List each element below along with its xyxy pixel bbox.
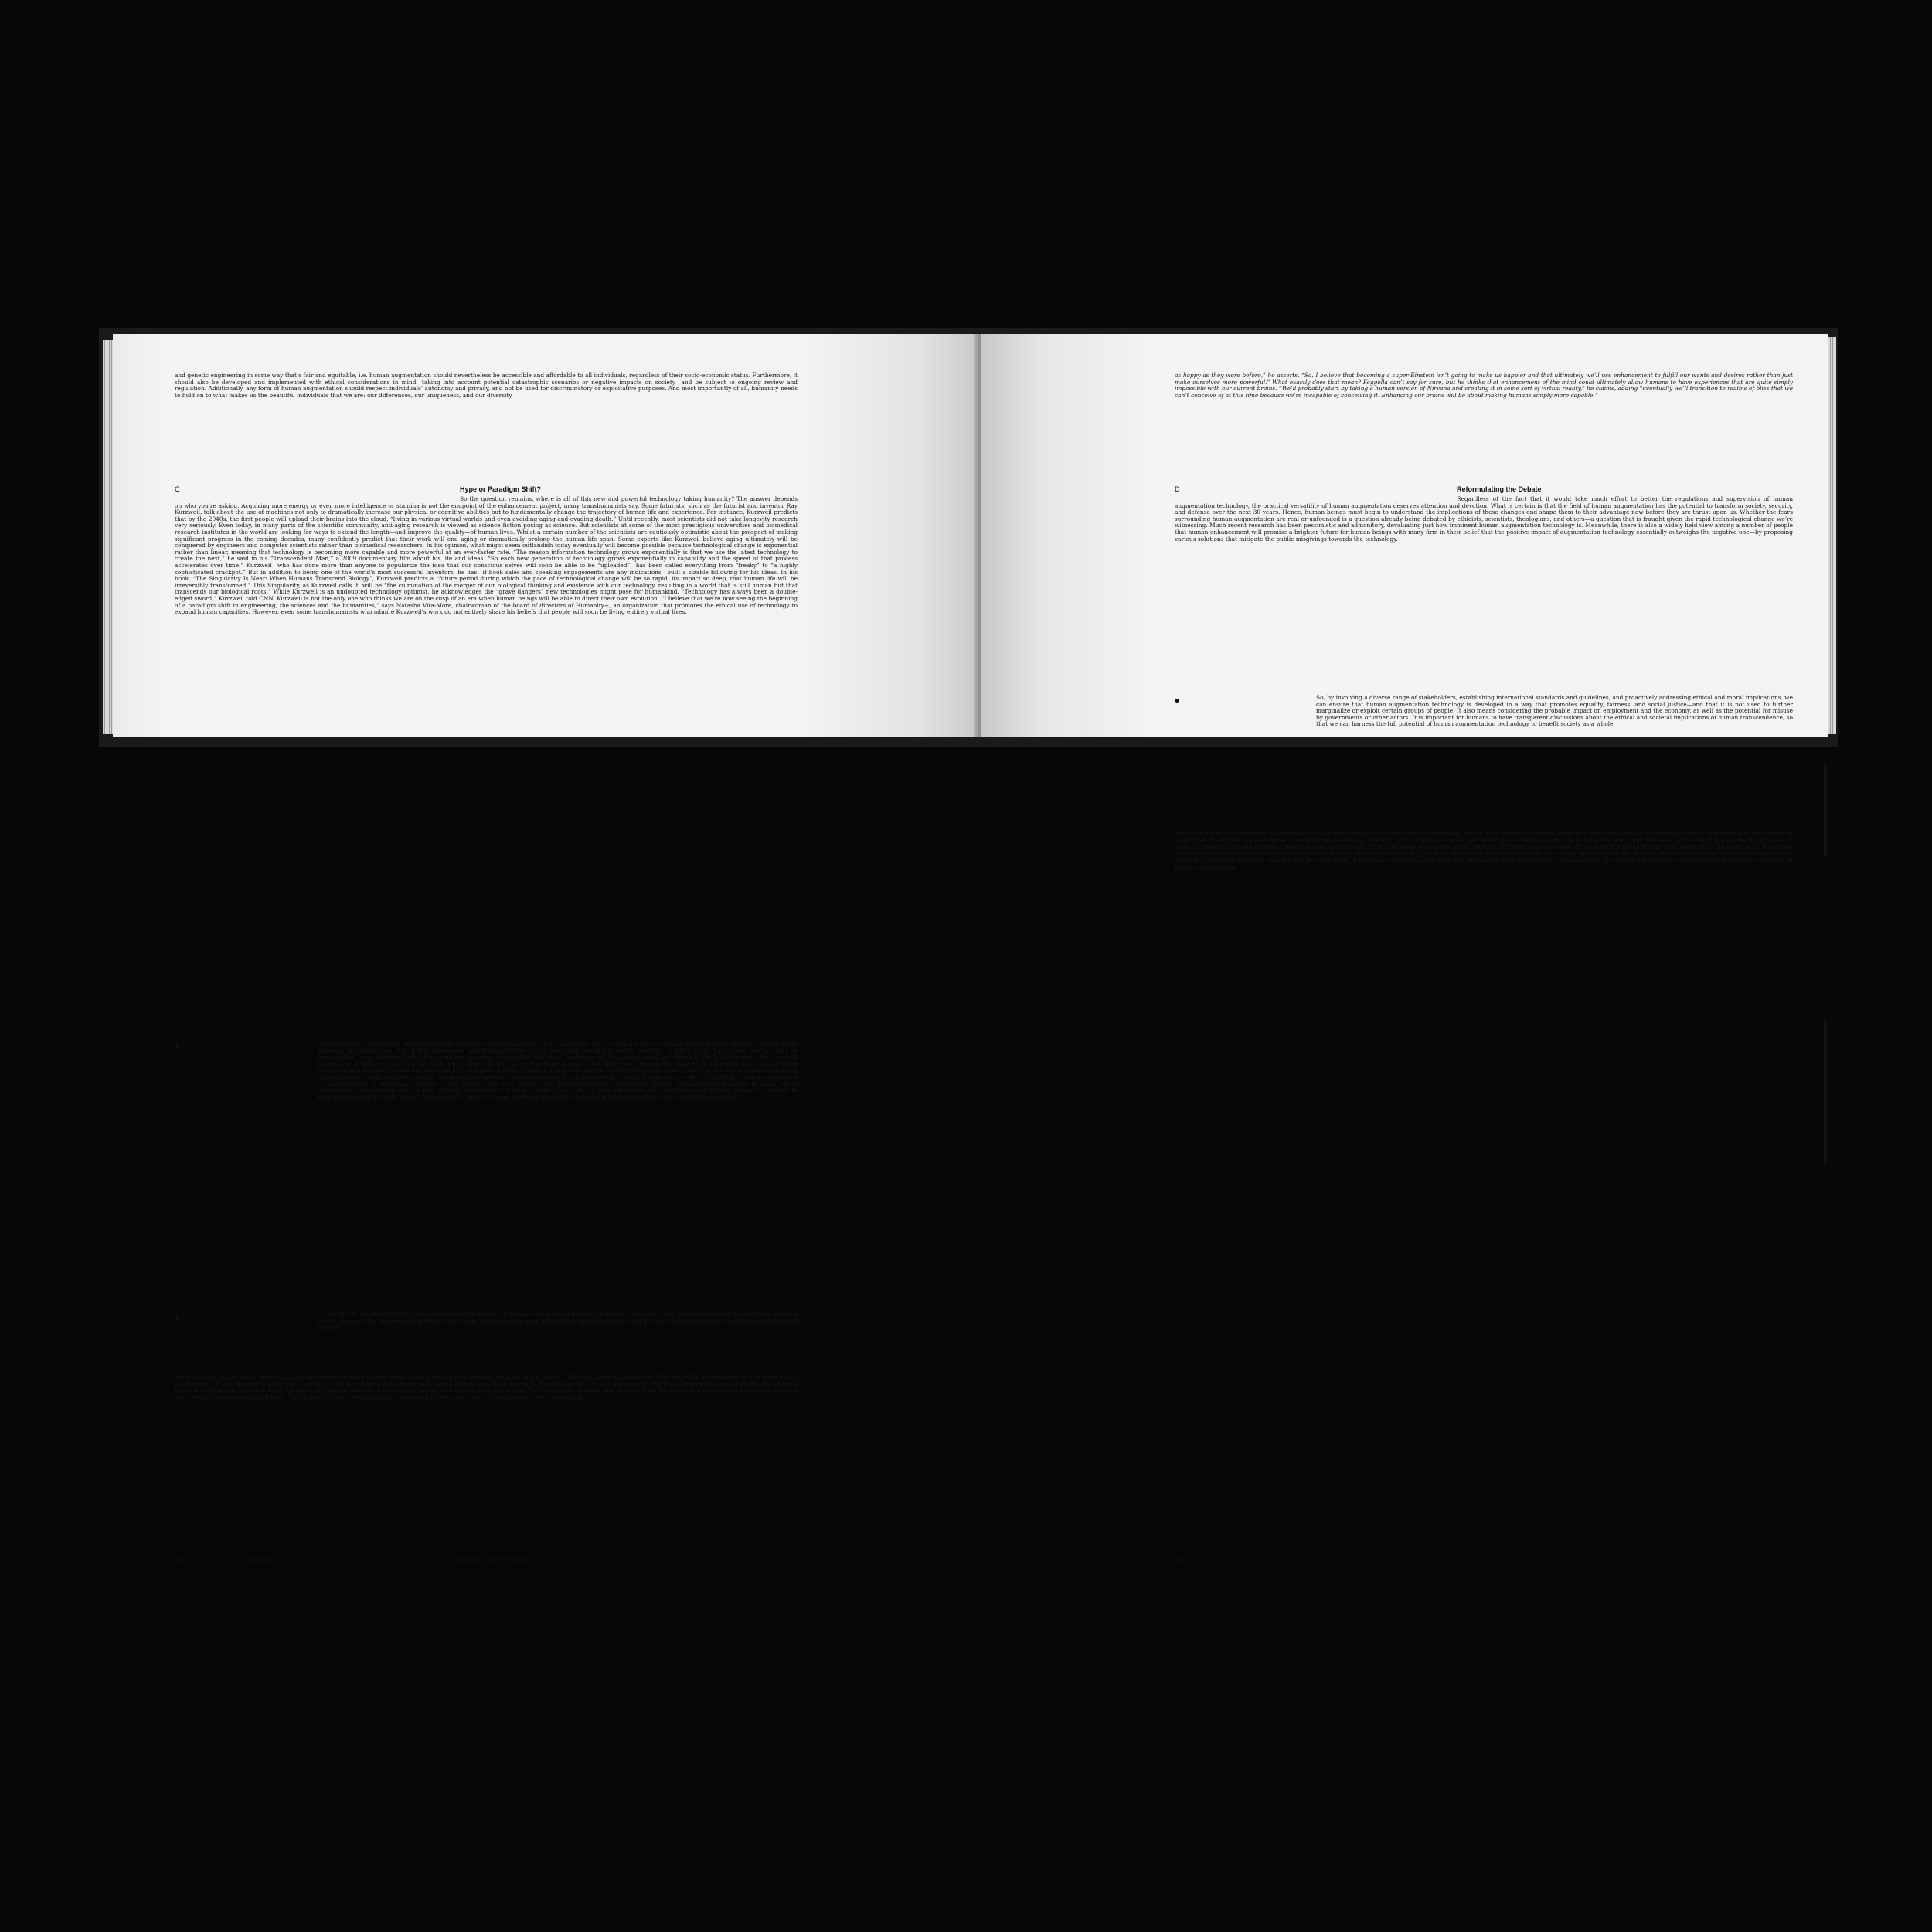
- right-intro-paragraph: as happy as they were before,” he asserts. “So, I believe that becoming a super-Einstein isn’t going to make us happier and that ultimately we’ll use enhancement to fulfill our wants and desires rather than just make ourselves more powerful.” What exactly does that mean? Faggella can’t say for sure, but he thinks that enhancement of the mind could ultimately allow humans to have experiences that are quite simply impossible with our current brains. “We’ll probably start by taking a human version of Nirvana and creating it in some sort of virtual reality,” he claims, adding “eventually we’ll transition to realms of bliss that we can’t conceive of at this time because we’re incapable of conceiving it. Enhancing our brains will be about making humans simply more capable.”: [1175, 372, 1793, 399]
- left-body-paragraph-2: Others believe that Kurzweil, while offering detailed technical explanations for his assertions, fails to examine how our social, political, even religious systems might influence his predictions, e.g. a few unforeseen wolrd catastrophes could potentially derail his entire timeline. “I don’t share Ray’s view that we will be disembodied,” says Vita-More, who along with her husband, philosopher Max More, helped found the transhumanist movement in the United States. “We… we will always have a body, even though that body will change.” In the future, Vita-More predicts, that bodies will be radically changed by biological and machine-based enhancements, but our fundamental sensorial life—that part of us that touches, hears and sees the world—will remain intact. However, she also envisions something she calls a whole-body prosthetic, which, along with our uploaded consciousness, will act as a backup or copy of us in case we die. “This will be a way to ensure our personal survival if something happens to our bodies,” she says. Others, like Boston University’s bioethicist George Annas, believe Kurzweil is wrong about technological development and say talk of exotic enhancement is largely hype. “Based on our past experience, we know that most of these things are unlikely to happen in the next 30 or 40 years,” Annas says. He points to many confident predictions in the past thirty years that turned out to be unfounded.: [317, 1040, 798, 1100]
- bullet-marker: [175, 1316, 179, 1321]
- section-letter-d: D: [1175, 485, 1180, 493]
- left-body-paragraph-3: “In the 1970s, we thought that by now there would be millions of people with artificial hearts,” he asserts. Nowadays, only a small number of patients have artificial hearts, however, the experimental portable devices are used as a temporary bridge, to keep patients alive until potential donor hearts are found for heart transplant surgery.: [317, 1311, 798, 1332]
- right-body-paragraph-3: The following report delves into the complex debate surrounding human augmentation technology, with a great deal of discussion being dedicated to the arising ethical implications. By providing a comprehensive analysis of the current state of human augmentation technology, it aims to inform policy decisions and foster public discussion on this multifaceted and important issue. Additionally, it explores the prospect of using technology to fundamentally enhance human performance from a religious standpoint. First, though, the report explains some of the scientific developments that might form the basis of an impending enhancement revolution that may radically transform every facet of our lives. By providing definitions in accordance with the current knowledge of the domain, the basic categories of human augmentation technology and their profound meaning will be introduced. In conclusion, by integrating data and information from literature of various aspects, the report will also examine the potential future perspectives of human augmentation.: [1175, 830, 1793, 870]
- right-body-paragraph-1: Regardless of the fact that it would take much effort to better the regulations and supervision of human augmentation technology, the practical versatility of human augmentation deserves attention and devotion. What is certain is that the field of human augmentation has the potential to transform society, security, and defense over the next 30 years. Hence, human beings must begin to understand the implications of these changes and shape them to their advantage now before they are thrust upon us. Whether the fears surrounding human augmentation are real or unfounded is a question already being debated by ethicists, scientists, theologians, and others—a question that is fraught given the rapid technological change we’re witnessing. Much recent research has been pessimistic and admonitory, devaluating just how imminent human augmentation technology is. Meanwhile, there is also a widely held view among a number of people that human enhancement will promise a brighter future for human beings with many firm in their belief that the positive impact of augmentation technology essentially outweighs the negative one—by proposing various solutions that mitigate the public misgivings towards the technology.: [1175, 495, 1793, 543]
- running-title: Towards a New Paradigm: [454, 1556, 534, 1563]
- edge-mark: [1824, 1020, 1827, 1164]
- right-page-number: 15: [1175, 1556, 1183, 1563]
- chapter-label: Capitulum I: [243, 1556, 278, 1563]
- section-title-reformulating: Reformulating the Debate: [1457, 485, 1542, 493]
- section-title-hype: Hype or Paradigm Shift?: [460, 485, 542, 493]
- right-body-paragraph-2: So, by involving a diverse range of stakeholders, establishing international standards and guidelines, and proactively addressing ethical and moral implications, we can ensure that human augmentation technology is developed in a way that promotes equality, fairness, and social justice—and that it is not used to further marginalize or exploit certain groups of people. It also means considering the probable impact on employment and the economy, as well as the potential for misuse by governments or other actors. It is important for humans to have transparent discussions about the ethical and societal implications of human transcendence, so that we can harness the full potential of human augmentation technology to benefit society as a whole.: [1316, 694, 1793, 728]
- left-intro-paragraph: and genetic engineering in some way that’s fair and equitable, i.e. human augmentation should nevertheless be accessible and affordable to all individuals, regardless of their socio-economic status. Furthermore, it should also be developed and implemented with ethical considerations in mind—taking into account potential catastrophic scenarios or negative impacts on society—and be subject to ongoing review and regulation. Additionally, any form of human augmentation should respect individuals’ autonomy and privacy, and not be used for discriminatory or exploitative purposes. And most importantly of all, humanity needs to hold on to what makes us the beautiful individuals that we are: our differences, our uniqueness, and our diversity.: [175, 372, 798, 399]
- page-edges-left: [103, 340, 114, 734]
- section-letter-c: C: [175, 485, 180, 493]
- page-edges-right: [1828, 337, 1836, 734]
- left-page-number: 14: [175, 1556, 183, 1563]
- bullet-marker: [175, 1044, 179, 1049]
- edge-mark: [1824, 764, 1827, 856]
- bullet-marker: [1175, 699, 1179, 703]
- left-body-paragraph-4: More recently, Annas says, “people thought the Human Genome Project would quickly lead to personalized medicine, but it hasn’t.” The functional significance of DNA and RNA, for example, is to a large extent unanswered, or only answered in the most imperfect way, therefore, it will require many years of dedicated basic research. Daniel Faggella, the futurist who founded TechEmergence, sees a dramatically different future and thinks the real push would be about, in essence, expanding our consciousness, both literally and figuratively. The desire to be stronger and smarter, Faggella states, will quickly give way to a quest for a new kind of happiness and fulfillment. “In the last 200 years, technology has made people like gods… and yet most people today are roughly: [175, 1373, 798, 1400]
- left-body-paragraph-1: So the question remains, where is all of this new and powerful technology taking humanity? The answer depends on who you’re asking. Acquiring more energy or even more intelligence or stamina is not the endpoint of the enhancement project, many transhumanists say. Some futurists, such as the futurist and inventor Ray Kurzweil, talk about the use of machines not only to dramatically increase our physical or cognitive abilities but to fundamentally change the trajectory of human life and experience. For instance, Kurzweil predicts that by the 2040s, the first people will upload their brains into the cloud, “living in various virtual worlds and even avoiding aging and evading death.” Until recently, most scientists did not take longevity research very seriously. Even today, in many parts of the scientific community, anti-aging research is viewed as science fiction posing as science. But scientists at some of the most prestigious universities and biomedical research institutes in the world are looking for ways to extend the length—and improve the quality—of human lives. Whilst a certain number of the scientists are cautiously optimistic about the prospect of making significant progress in the coming decades, many confidently predict that their work will end aging or dramatically prolong the human life span. Some experts like Kurzweil believe aging ultimately will be conquered by engineers and computer scientists rather than biomedical researchers. In his opinion, what might seem outlandish today eventually will become possible because technological change is exponential rather than linear, meaning that technology is becoming more capable and more powerful at an ever-faster rate. “The reason information technology grows exponentially is that we use the latest technology to create the next,” he said in his “Transcendent Man,” a 2009 documentary film about his life and ideas. “So each new generation of technology grows exponentially in capability and the speed of that process accelerates over time.” Kurzweil—who has done more than anyone to popularize the idea that our conscious selves will soon be able to be “uploaded”—has been called everything from “freaky” to “a highly sophisticated crackpot.” But in addition to being one of the world’s most successful inventors, he has—if book sales and speaking engagements are any indications—built a sizable following for his ideas. In his book, “The Singularity Is Near: When Humans Transcend Biology”, Kurzweil predicts a “future period during which the pace of technological change will be so rapid, its impact so deep, that human life will be irreversibly transformed.” This Singularity, as Kurzweil calls it, will be “the culmination of the merger of our biological thinking and existence with our technology, resulting in a world that is still human but that transcends our biological roots.” While Kurzweil is an undoubted technology optimist, he acknowledges the “grave dangers” new technologies might pose for humankind. “Technology has always been a double-edged sword,” Kurzweil told CNN. Kurzweil is not the only one who thinks we are on the cusp of an era when human beings will be able to direct their own evolution. “I believe that we’re now seeing the beginning of a paradigm shift in engineering, the sciences and the humanities,” says Natasha Vita-More, chairwoman of the board of directors of Humanity+, an organization that promotes the ethical use of technology to expand human capacities. However, even some transhumanists who admire Kurzweil’s work do not entirely share his beliefs that people will soon be living entirely virtual lives.: [175, 495, 798, 616]
